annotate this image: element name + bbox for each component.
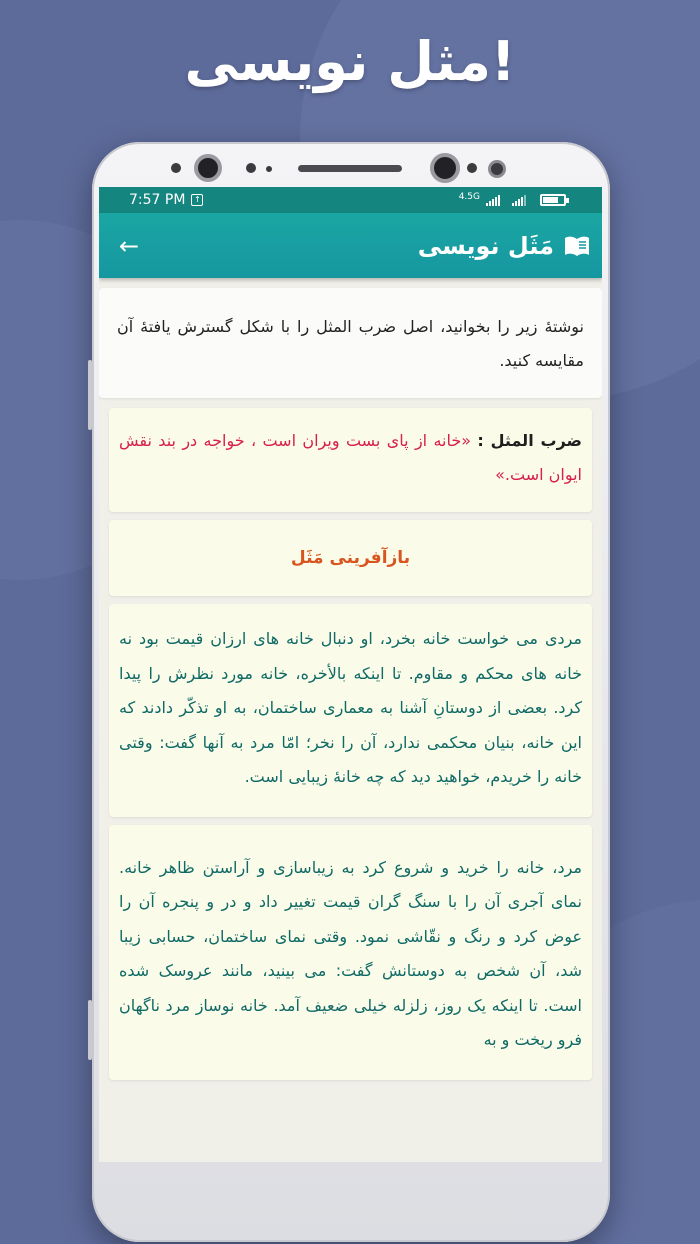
content-area	[99, 278, 602, 1080]
back-arrow-icon[interactable]: ←	[119, 231, 140, 260]
proverb-text: «خانه از پای بست ویران است ، خواجه در بند نقش ایوان است.»	[119, 431, 582, 484]
sensor-dot	[171, 163, 181, 173]
proverb-card	[109, 408, 592, 512]
status-left	[129, 192, 203, 208]
status-bar	[99, 187, 602, 213]
app-title	[418, 232, 590, 260]
sensor-dot	[246, 163, 256, 173]
proverb-label: ضرب المثل :	[477, 431, 583, 450]
front-camera	[430, 153, 460, 183]
upload-icon: ↑	[191, 194, 203, 206]
section-title: بازآفرینی مَثَل	[109, 520, 592, 596]
volume-button	[88, 360, 92, 430]
battery-icon	[540, 194, 566, 206]
earpiece-speaker	[298, 165, 402, 172]
sensor-dot	[266, 166, 272, 172]
promo-headline: مثل نویسی!	[184, 30, 516, 93]
signal-icon	[512, 194, 526, 206]
network-type: 4.5G	[458, 192, 480, 202]
signal-icon	[486, 194, 500, 206]
story-paragraph: مرد، خانه را خرید و شروع کرد به زیباسازی و آراستن ظاهر خانه. نمای آجری آن را با سنگ گران قیمت تغییر داد و در و پنجره آن را عوض کرد و رنگ و نقّاشی نمود. وقتی نمای ساختمان، حسابی زیبا شد، آن شخص به دوستانش گفت: می بینید، مانند عروسک شده است. تا اینکه یک روز، زلزله خیلی ضعیف آمد. خانه نوساز مرد ناگهان فرو ریخت و به	[109, 825, 592, 1080]
app-title-text: مَثَل نویسی	[417, 231, 554, 260]
proximity-sensor	[488, 160, 506, 178]
side-button	[88, 1000, 92, 1060]
story-paragraph: مردی می خواست خانه بخرد، او دنبال خانه های ارزان قیمت بود نه خانه های محکم و مقاوم. تا اینکه بالأخره، خانه مورد نظرش را پیدا کرد. بعضی از دوستانِ آشنا به معماری ساختمان، به او تذکّر دادند که این خانه، بنیان محکمی ندارد، آن را نخر؛ امّا مرد به آنها گفت: وقتی خانه را خریدم، خواهید دید که چه خانهٔ زیبایی است.	[109, 604, 592, 817]
phone-screen	[99, 187, 602, 1162]
status-time: 7:57 PM	[129, 192, 186, 208]
front-camera	[194, 154, 222, 182]
app-bar	[99, 213, 602, 278]
book-icon	[564, 235, 590, 257]
sensor-dot	[467, 163, 477, 173]
intro-text: نوشتهٔ زیر را بخوانید، اصل ضرب المثل را با شکل گسترش یافتهٔ آن مقایسه کنید.	[99, 288, 602, 398]
status-right	[459, 192, 566, 208]
